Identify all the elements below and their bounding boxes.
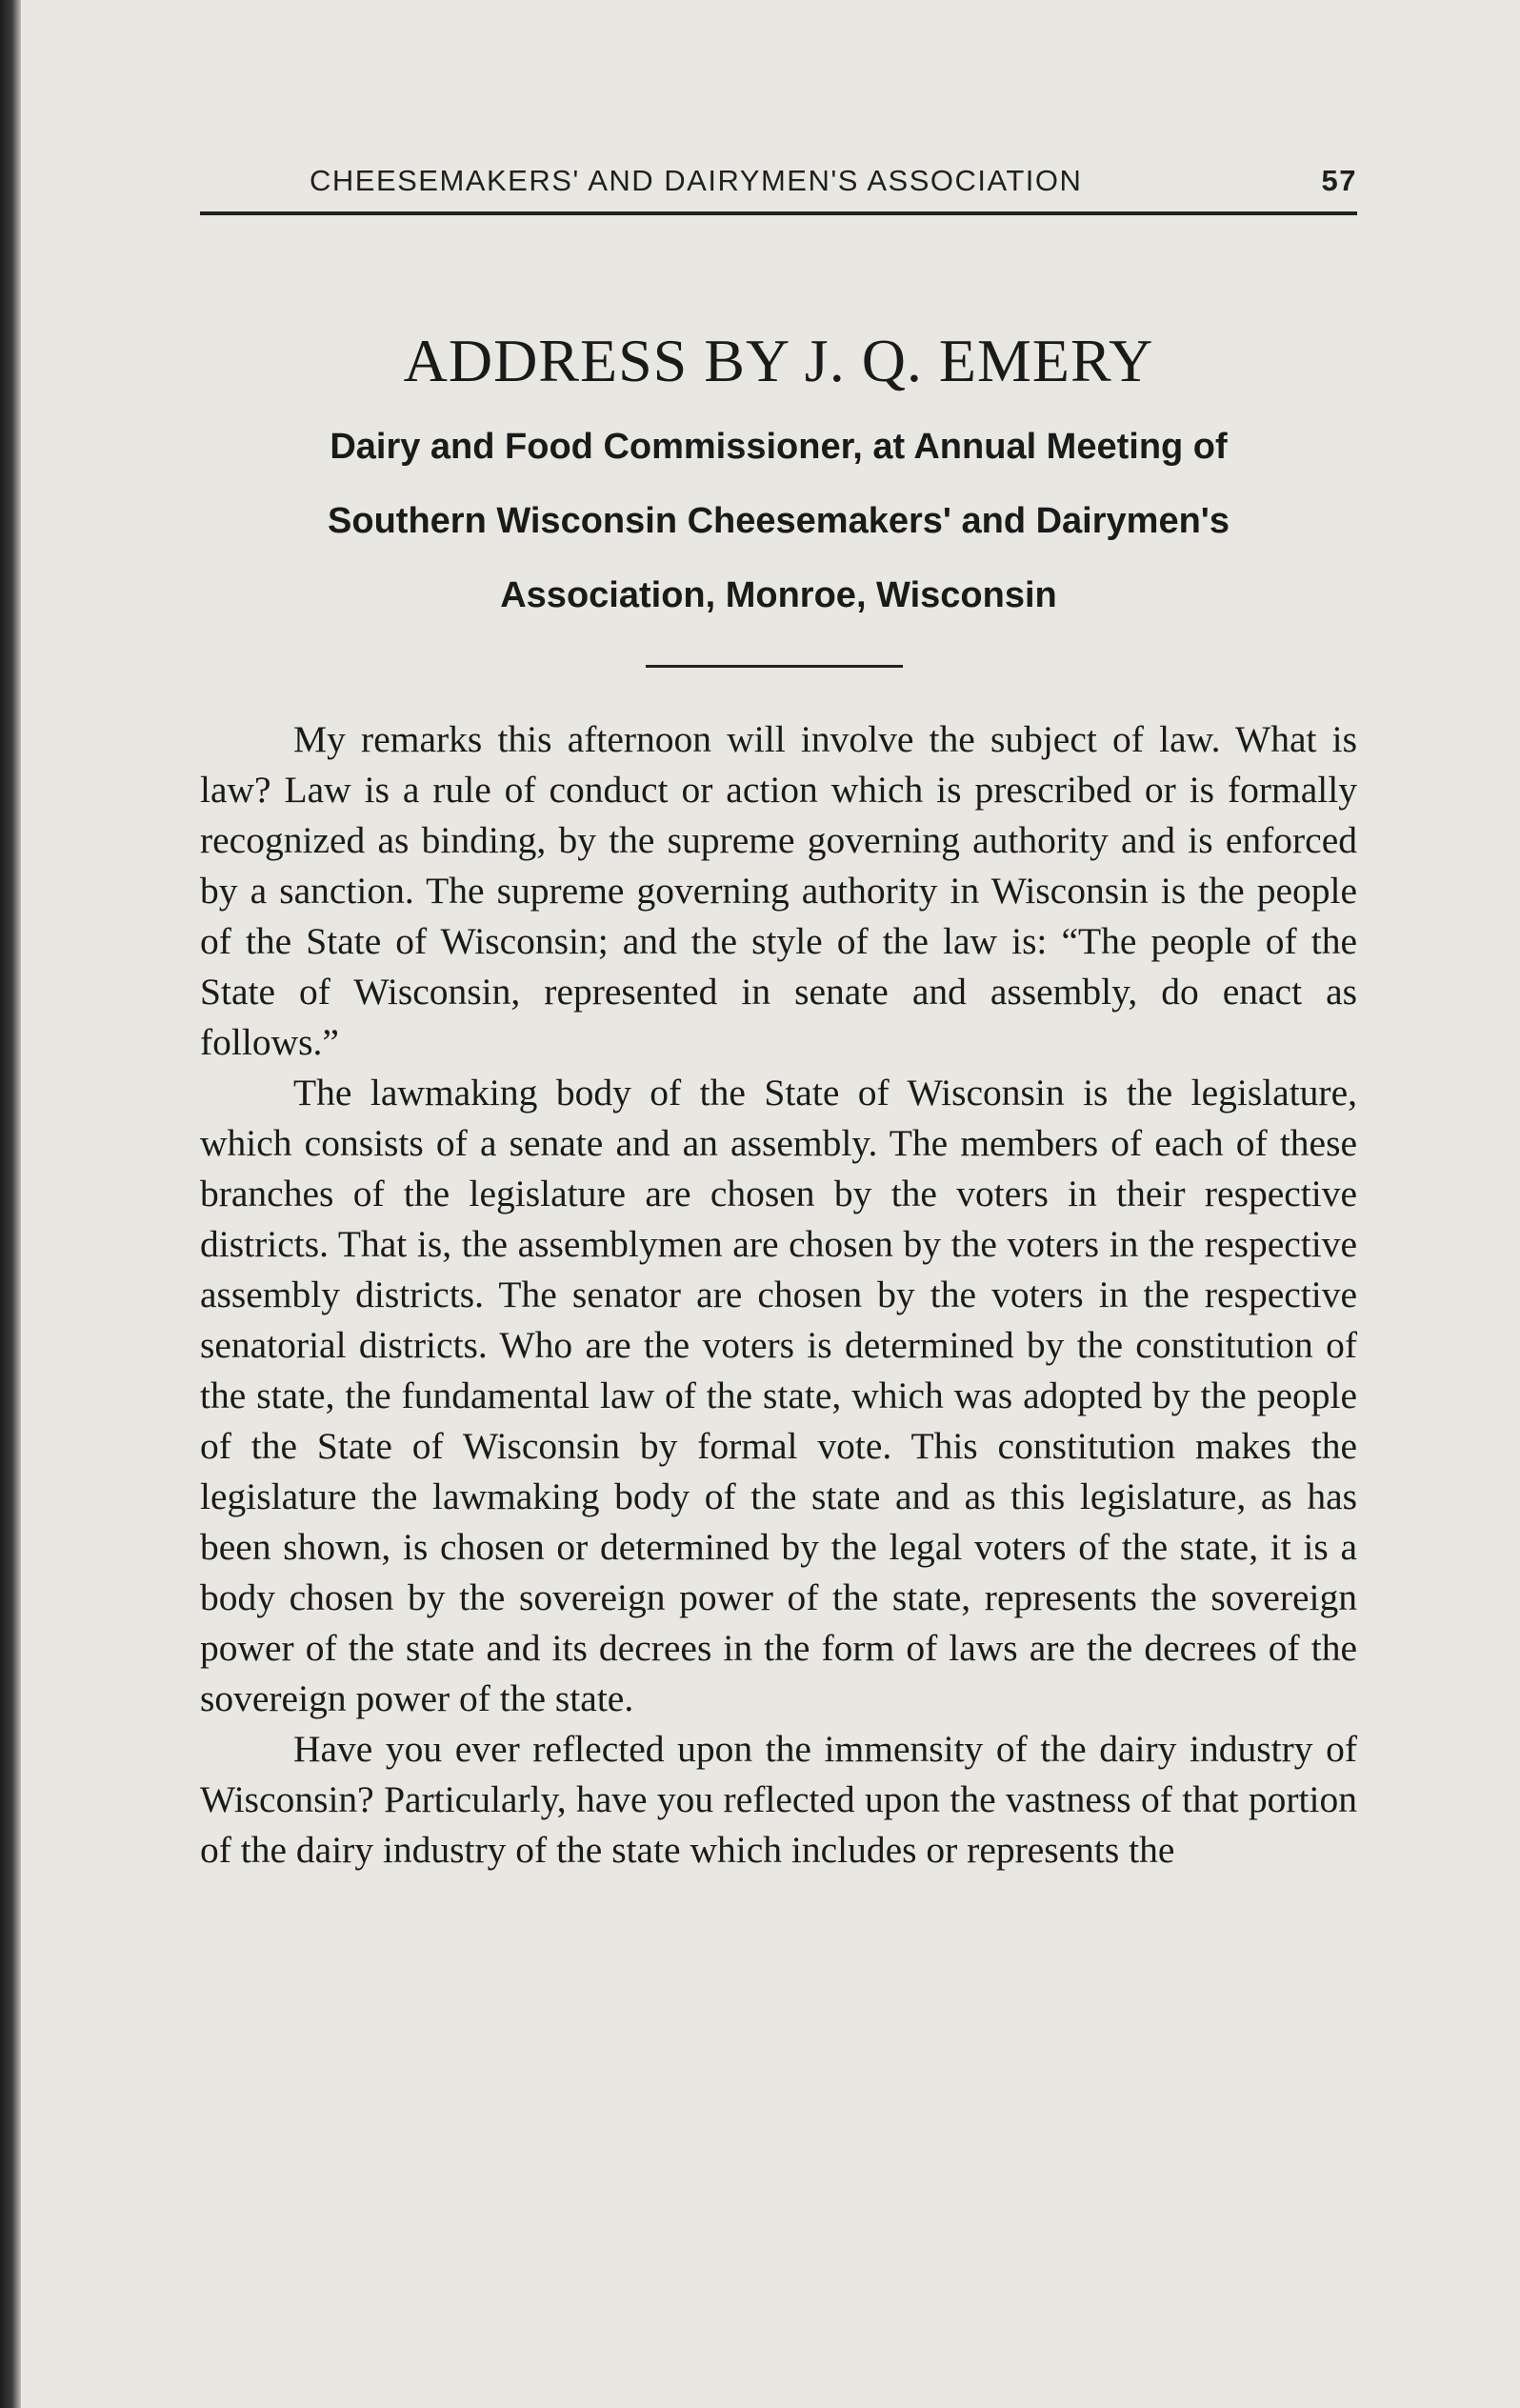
subtitle-line: Association, Monroe, Wisconsin	[500, 575, 1057, 615]
section-divider	[646, 665, 903, 668]
subtitle-line: Southern Wisconsin Cheesemakers' and Dairymen's	[328, 501, 1230, 541]
article-subtitle	[200, 410, 1357, 632]
page-number: 57	[1321, 164, 1357, 197]
header-rule	[200, 211, 1357, 215]
subtitle-line: Dairy and Food Commissioner, at Annual Meeting of	[330, 427, 1228, 467]
running-head	[200, 143, 1357, 200]
body-paragraph: My remarks this afternoon will involve the subject of law. What is law? Law is a rule of conduct or action which is prescribed or is formally recognized as binding, by the supreme governing authority and is enforced by a sanction. The supreme governing authority in Wisconsin is the people of the State of Wisconsin; and the style of the law is: “The people of the State of Wisconsin, represented in senate and assembly, do enact as follows.”	[200, 718, 1357, 1063]
body-paragraph: Have you ever reflected upon the immensity of the dairy industry of Wisconsin? Particularly, have you reflected upon the vastness of that portion of the dairy industry of the state which includes or represents the	[200, 1728, 1357, 1871]
article-title: ADDRESS BY J. Q. EMERY	[403, 327, 1154, 394]
running-head-title: CHEESEMAKERS' AND DAIRYMEN'S ASSOCIATION	[310, 164, 1083, 197]
book-spine-shadow	[0, 0, 21, 2408]
article-body	[200, 714, 1357, 1876]
body-paragraph: The lawmaking body of the State of Wisconsin is the legislature, which consists of a senate and an assembly. The members of each of these branches of the legislature are chosen by the voters in their respective districts. That is, the assemblymen are chosen by the voters in the respective assembly districts. The senator are chosen by the voters in the respective senatorial districts. Who are the voters is determined by the constitution of the state, the fundamental law of the state, which was adopted by the people of the State of Wisconsin by formal vote. This constitution makes the legislature the lawmaking body of the state and as this legislature, as has been shown, is chosen or determined by the legal voters of the state, it is a body chosen by the sovereign power of the state, represents the sovereign power of the state and its decrees in the form of laws are the decrees of the sovereign power of the state.	[200, 1072, 1357, 1719]
book-page	[200, 143, 1357, 1871]
